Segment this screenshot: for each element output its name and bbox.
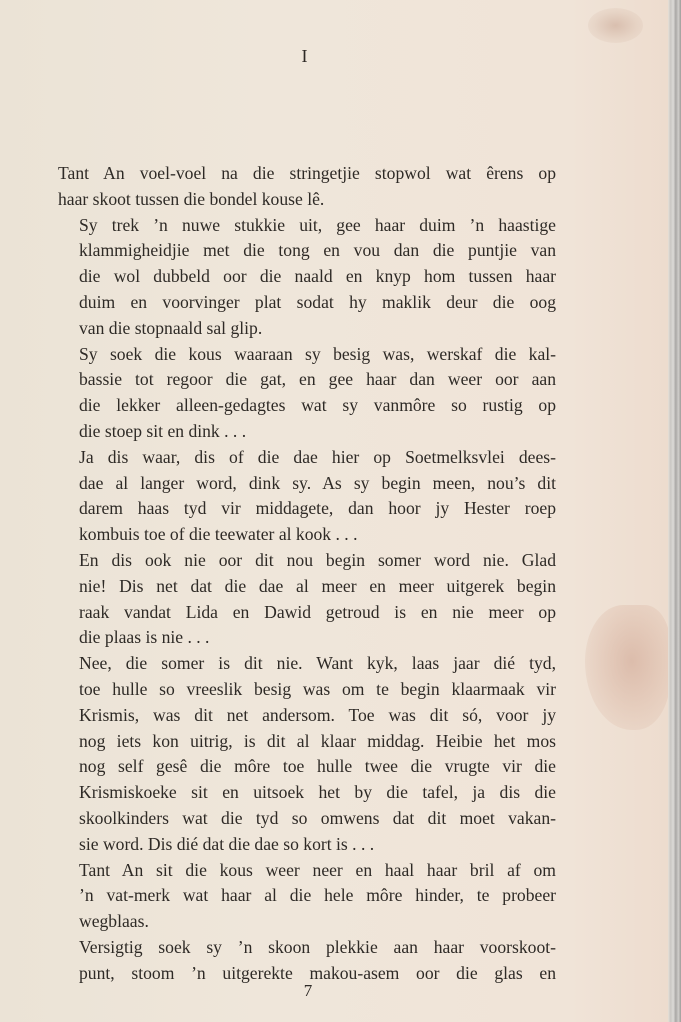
text-line: nog self gesê die môre toe hulle twee die vrugte vir die xyxy=(79,756,556,777)
text-line: Ja dis waar, dis of die dae hier op Soetmelksvlei dees- xyxy=(79,446,556,467)
paragraph xyxy=(58,445,556,548)
text-line: die wol dubbeld oor die naald en knyp hom tussen haar xyxy=(79,266,556,287)
text-line: klammigheidjie met die tong en vou dan die puntjie van xyxy=(79,240,556,261)
text-line: haar skoot tussen die bondel kouse lê. xyxy=(58,188,325,209)
text-line: raak vandat Lida en Dawid getroud is en nie meer op xyxy=(79,601,556,622)
paragraph xyxy=(58,858,556,935)
text-line: punt, stoom ’n uitgerekte makou-asem oor die glas en xyxy=(79,962,556,983)
text-line: darem haas tyd vir middagete, dan hoor jy Hester roep xyxy=(79,498,556,519)
text-line: Tant An voel-voel na die stringetjie stopwol wat êrens op xyxy=(58,163,556,183)
text-line: nog iets kon uitrig, is dit al klaar middag. Heibie het mos xyxy=(79,730,556,751)
text-line: kombuis toe of die teewater al kook . . . xyxy=(79,524,358,545)
text-line: skoolkinders wat die tyd so omwens dat dit moet vakan- xyxy=(79,807,556,828)
book-spine-edge xyxy=(668,0,681,1022)
text-line: En dis ook nie oor dit nou begin somer word nie. Glad xyxy=(79,549,556,570)
text-line: duim en voorvinger plat sodat hy maklik deur die oog xyxy=(79,291,556,312)
paragraph xyxy=(58,342,556,445)
text-line: die plaas is nie . . . xyxy=(79,627,210,648)
text-line: dae al langer word, dink sy. As sy begin meen, nou’s dit xyxy=(79,472,556,493)
text-line: nie! Dis net dat die dae al meer en meer uitgerek begin xyxy=(79,575,556,596)
text-line: Nee, die somer is dit nie. Want kyk, laas jaar dié tyd, xyxy=(79,653,556,674)
text-line: wegblaas. xyxy=(79,911,149,932)
text-line: van die stopnaald sal glip. xyxy=(79,317,263,338)
text-line: Sy trek ’n nuwe stukkie uit, gee haar duim ’n haastige xyxy=(79,214,556,235)
body-text xyxy=(58,161,556,987)
paragraph xyxy=(58,548,556,651)
text-line: Krismis, was dit net andersom. Toe was dit só, voor jy xyxy=(79,704,556,725)
text-line: Tant An sit die kous weer neer en haal haar bril af om xyxy=(79,859,556,880)
page-number: 7 xyxy=(303,981,313,1000)
chapter-heading: I xyxy=(301,46,309,66)
paragraph xyxy=(58,161,556,213)
paragraph xyxy=(58,935,556,987)
text-line: Versigtig soek sy ’n skoon plekkie aan haar voorskoot- xyxy=(79,936,556,957)
text-line: die stoep sit en dink . . . xyxy=(79,420,247,441)
paper-stain xyxy=(588,8,643,43)
text-line: Krismiskoeke sit en uitsoek het by die tafel, ja dis die xyxy=(79,782,556,803)
text-line: bassie tot regoor die gat, en gee haar dan weer oor aan xyxy=(79,369,556,390)
text-line: die lekker alleen-gedagtes wat sy vanmôre so rustig op xyxy=(79,395,556,416)
paragraph xyxy=(58,651,556,857)
text-line: ’n vat-merk wat haar al die hele môre hinder, te probeer xyxy=(79,885,556,906)
text-line: Sy soek die kous waaraan sy besig was, werskaf die kal- xyxy=(79,343,556,364)
text-line: sie word. Dis dié dat die dae so kort is . . . xyxy=(79,833,375,854)
paper-stain xyxy=(585,605,670,730)
text-line: toe hulle so vreeslik besig was om te begin klaarmaak vir xyxy=(79,678,556,699)
paragraph xyxy=(58,213,556,342)
